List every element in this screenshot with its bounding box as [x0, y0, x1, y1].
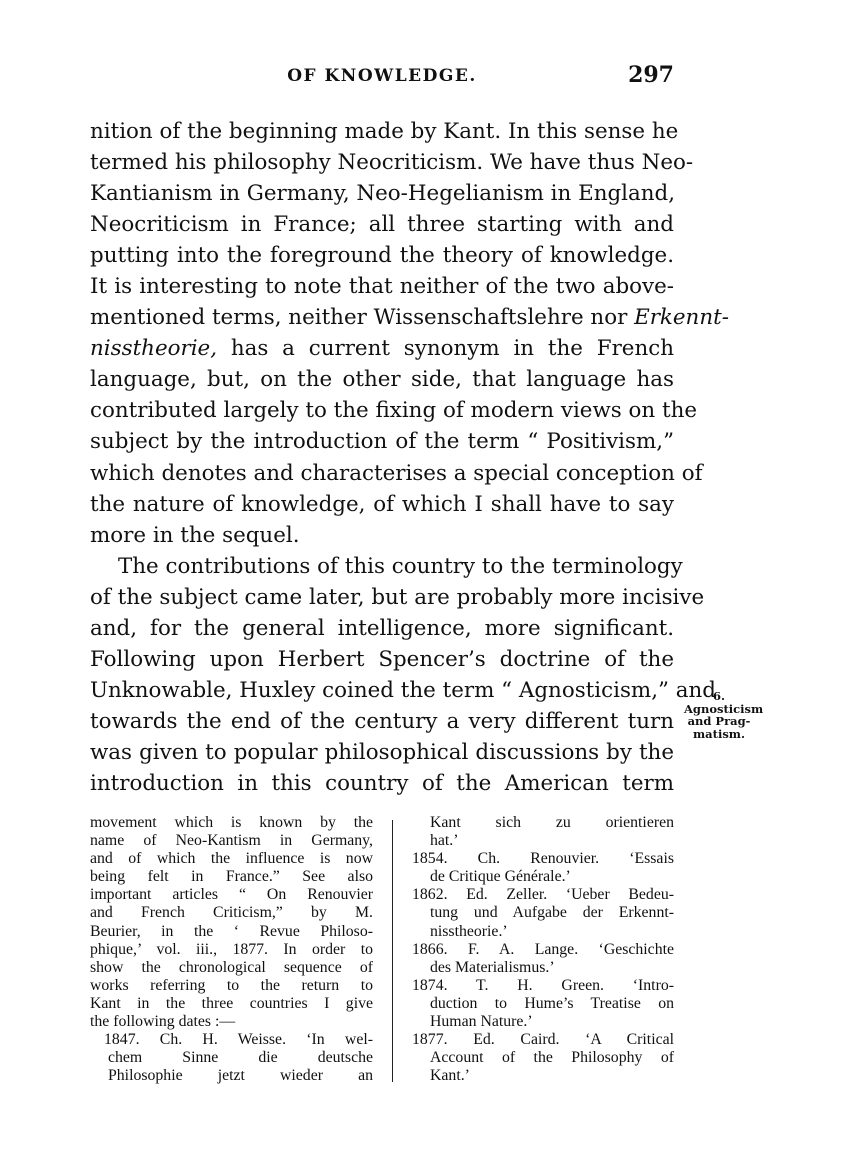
footnote-line: Kant sich zu orientieren	[430, 814, 674, 831]
footnote-line: des Materialismus.’	[430, 958, 555, 976]
body-line: the nature of knowledge, of which I shall have to say	[90, 491, 674, 517]
margin-note	[684, 689, 764, 741]
footnote-line: Human Nature.’	[430, 1013, 533, 1031]
body-line: The contributions of this country to the terminology	[118, 553, 683, 579]
footnote-line: phique,’ vol. iii., 1877. In order to	[90, 940, 373, 958]
footnote-line: works referring to the return to	[90, 976, 373, 994]
footnote-line: duction to Hume’s Treatise on	[430, 994, 674, 1012]
footnote-line: being felt in France.” See also	[90, 868, 373, 886]
footnote-right-column	[412, 814, 674, 1085]
body-line: nition of the beginning made by Kant. In this sense he	[90, 119, 679, 144]
footnote-line: 1866. F. A. Lange. ‘Geschichte	[412, 940, 674, 958]
body-line: and, for the general intelligence, more significant.	[90, 615, 674, 641]
footnote-left-column	[90, 814, 373, 1085]
footnote-line: chem Sinne die deutsche	[108, 1049, 373, 1067]
footnote-line: 1877. Ed. Caird. ‘A Critical	[412, 1031, 674, 1049]
footnote-line: show the chronological sequence of	[90, 958, 373, 976]
margin-note-line: matism.	[693, 726, 745, 741]
body-line: was given to popular philosophical discussions by the	[90, 739, 674, 765]
footnote-line: Beurier, in the ‘ Revue Philoso-	[90, 922, 373, 940]
body-line: subject by the introduction of the term “ Positivism,”	[90, 429, 674, 455]
body-line: Unknowable, Huxley coined the term “ Agnosticism,” and	[90, 677, 716, 703]
footnote-line: 1847. Ch. H. Weisse. ‘In wel-	[104, 1031, 373, 1049]
footnote-line: nisstheorie.’	[430, 922, 508, 940]
footnote-line: tung und Aufgabe der Erkennt-	[430, 904, 674, 922]
body-line: which denotes and characterises a special conception of	[90, 460, 703, 486]
body-line: more in the sequel.	[90, 522, 300, 548]
footnote-line: movement which is known by the	[90, 814, 373, 831]
body-line: Kantianism in Germany, Neo-Hegelianism in England,	[90, 181, 676, 207]
running-title: OF KNOWLEDGE.	[287, 66, 477, 86]
body-line: introduction in this country of the American term	[90, 770, 674, 796]
body-line: termed his philosophy Neocriticism. We have thus Neo-	[90, 150, 694, 176]
footnote-line: hat.’	[430, 832, 459, 850]
footnote-line: Account of the Philosophy of	[430, 1049, 674, 1067]
footnote-divider	[392, 820, 393, 1082]
body-line: Following upon Herbert Spencer’s doctrine of the	[90, 646, 674, 672]
body-line: language, but, on the other side, that language has	[90, 367, 674, 393]
footnote-line: 1862. Ed. Zeller. ‘Ueber Bedeu-	[412, 886, 674, 904]
footnote-line: Kant.’	[430, 1067, 470, 1085]
page-header	[90, 62, 674, 92]
body-line: nisstheorie, has a current synonym in the French	[90, 336, 674, 362]
body-line: It is interesting to note that neither of the two above-	[90, 274, 674, 300]
footnote-line: the following dates :—	[90, 1013, 236, 1031]
footnote-line: Kant in the three countries I give	[90, 994, 373, 1012]
margin-note-line: and Prag-	[687, 714, 751, 728]
body-line: Neocriticism in France; all three starting with and	[90, 212, 674, 238]
body-line: mentioned terms, neither Wissenschaftslehre nor Erkennt-	[90, 305, 729, 331]
footnote-line: and of which the influence is now	[90, 850, 373, 868]
footnote-line: 1854. Ch. Renouvier. ‘Essais	[412, 850, 674, 868]
body-line: contributed largely to the fixing of modern views on the	[90, 398, 698, 424]
footnote-line: important articles “ On Renouvier	[90, 886, 373, 904]
footnote-line: and French Criticism,” by M.	[90, 904, 373, 922]
body-line: putting into the foreground the theory of knowledge.	[90, 243, 674, 269]
footnote-line: 1874. T. H. Green. ‘Intro-	[412, 976, 674, 994]
footnote-line: de Critique Générale.’	[430, 868, 571, 886]
body-line: of the subject came later, but are probably more incisive	[90, 584, 705, 610]
page-number: 297	[628, 62, 674, 88]
margin-note-number: 6.	[712, 689, 725, 703]
footnote-line: name of Neo-Kantism in Germany,	[90, 832, 373, 850]
body-line: towards the end of the century a very different turn	[90, 708, 674, 734]
footnote-line: Philosophie jetzt wieder an	[108, 1067, 373, 1085]
margin-note-line: Agnosticism	[684, 701, 764, 716]
